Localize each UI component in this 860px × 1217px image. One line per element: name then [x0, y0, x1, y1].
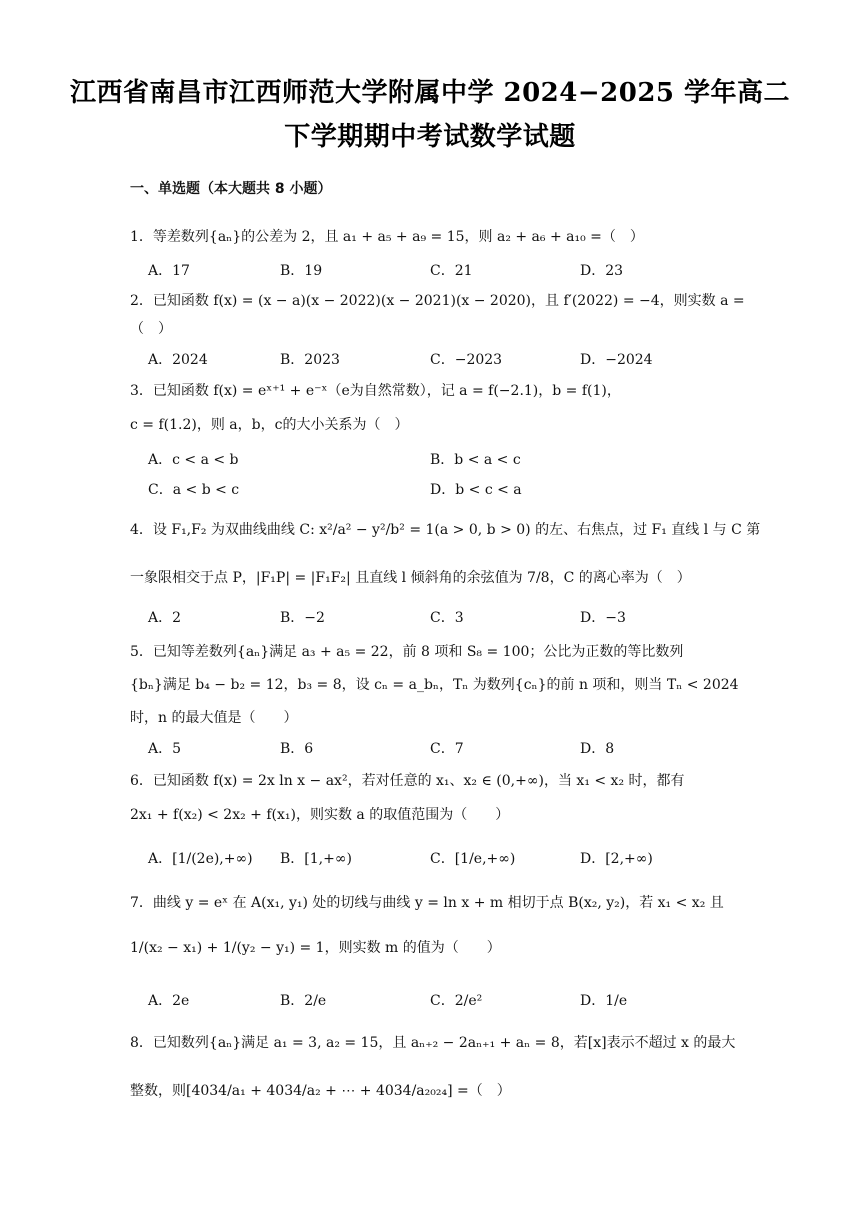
question-6-stem-line-2: 2x₁ + f(x₂) < 2x₂ + f(x₁)，则实数 a 的取值范围为（ ） — [130, 807, 510, 823]
question-2-option-a[interactable]: A．2024 — [148, 352, 208, 368]
question-6-stem-line-1: 6．已知函数 f(x) = 2x ln x − ax²，若对任意的 x₁、x₂ ∈ (0,+∞)，当 x₁ < x₂ 时，都有 — [130, 773, 685, 789]
question-4-stem-line-1: 4．设 F₁,F₂ 为双曲线曲线 C: x²/a² − y²/b² = 1(a > 0, b > 0) 的左、右焦点，过 F₁ 直线 l 与 C 第 — [130, 522, 761, 538]
question-4-option-a[interactable]: A．2 — [148, 610, 182, 626]
question-1-option-a[interactable]: A．17 — [148, 263, 190, 279]
question-1-option-b[interactable]: B．19 — [280, 263, 323, 279]
question-7-option-b[interactable]: B．2/e — [280, 993, 327, 1009]
question-6-option-a[interactable]: A．[1/(2e),+∞) — [148, 851, 253, 867]
question-4-stem-line-2: 一象限相交于点 P，|F₁P| = |F₁F₂| 且直线 l 倾斜角的余弦值为 7/8，C 的离心率为（ ） — [130, 570, 691, 586]
question-8-stem-line-1: 8．已知数列{aₙ}满足 a₁ = 3, a₂ = 15，且 aₙ₊₂ − 2aₙ₊₁ + aₙ = 8，若[x]表示不超过 x 的最大 — [130, 1035, 736, 1051]
question-3-stem-line-2: c = f(1.2)，则 a，b，c的大小关系为（ ） — [130, 417, 409, 433]
question-6-option-c[interactable]: C．[1/e,+∞) — [430, 851, 516, 867]
question-6-option-b[interactable]: B．[1,+∞) — [280, 851, 352, 867]
question-2-stem-line-2: （ ） — [130, 321, 172, 337]
question-5-stem-line-1: 5．已知等差数列{aₙ}满足 a₃ + a₅ = 22，前 8 项和 S₈ = 100；公比为正数的等比数列 — [130, 644, 684, 660]
question-4-option-c[interactable]: C．3 — [430, 610, 464, 626]
question-2-option-d[interactable]: D．−2024 — [580, 352, 653, 368]
question-3-option-b[interactable]: B．b < a < c — [430, 452, 521, 468]
question-2-option-b[interactable]: B．2023 — [280, 352, 340, 368]
question-5-stem-line-2: {bₙ}满足 b₄ − b₂ = 12，b₃ = 8，设 cₙ = a_bₙ，Tₙ 为数列{cₙ}的前 n 项和，则当 Tₙ < 2024 — [130, 677, 739, 693]
question-3-option-d[interactable]: D．b < c < a — [430, 482, 522, 498]
question-2-option-c[interactable]: C．−2023 — [430, 352, 503, 368]
question-5-option-c[interactable]: C．7 — [430, 741, 464, 757]
question-1-option-c[interactable]: C．21 — [430, 263, 473, 279]
question-7-option-a[interactable]: A．2e — [148, 993, 190, 1009]
question-1-option-d[interactable]: D．23 — [580, 263, 624, 279]
exam-title-line-2: 下学期期中考试数学试题 — [284, 122, 576, 152]
question-7-option-d[interactable]: D．1/e — [580, 993, 628, 1009]
question-5-stem-line-3: 时，n 的最大值是（ ） — [130, 710, 298, 726]
question-3-option-a[interactable]: A．c < a < b — [148, 452, 239, 468]
exam-title-line-1: 江西省南昌市江西师范大学附属中学 2024−2025 学年高二 — [69, 78, 791, 108]
question-3-stem-line-1: 3．已知函数 f(x) = eˣ⁺¹ + e⁻ˣ（e为自然常数），记 a = f(−2.1)，b = f(1)， — [130, 383, 621, 399]
question-2-stem-line-1: 2．已知函数 f(x) = (x − a)(x − 2022)(x − 2021)(x − 2020)，且 f′(2022) = −4，则实数 a = — [130, 293, 745, 309]
question-7-stem-line-2: 1/(x₂ − x₁) + 1/(y₂ − y₁) = 1，则实数 m 的值为（ ） — [130, 940, 501, 956]
question-5-option-d[interactable]: D．8 — [580, 741, 615, 757]
question-8-stem-line-2: 整数，则[4034/a₁ + 4034/a₂ + ⋯ + 4034/a₂₀₂₄] =（ ） — [130, 1083, 511, 1099]
question-7-option-c[interactable]: C．2/e² — [430, 993, 483, 1009]
question-6-option-d[interactable]: D．[2,+∞) — [580, 851, 653, 867]
question-4-option-b[interactable]: B．−2 — [280, 610, 325, 626]
question-4-option-d[interactable]: D．−3 — [580, 610, 626, 626]
question-7-stem-line-1: 7．曲线 y = eˣ 在 A(x₁, y₁) 处的切线与曲线 y = ln x + m 相切于点 B(x₂, y₂)，若 x₁ < x₂ 且 — [130, 895, 724, 911]
question-5-option-a[interactable]: A．5 — [148, 741, 182, 757]
section-heading: 一、单选题（本大题共 8 小题） — [130, 181, 332, 197]
question-5-option-b[interactable]: B．6 — [280, 741, 314, 757]
question-1-stem: 1．等差数列{aₙ}的公差为 2，且 a₁ + a₅ + a₉ = 15，则 a₂ + a₆ + a₁₀ =（ ） — [130, 229, 644, 245]
question-3-option-c[interactable]: C．a < b < c — [148, 482, 240, 498]
